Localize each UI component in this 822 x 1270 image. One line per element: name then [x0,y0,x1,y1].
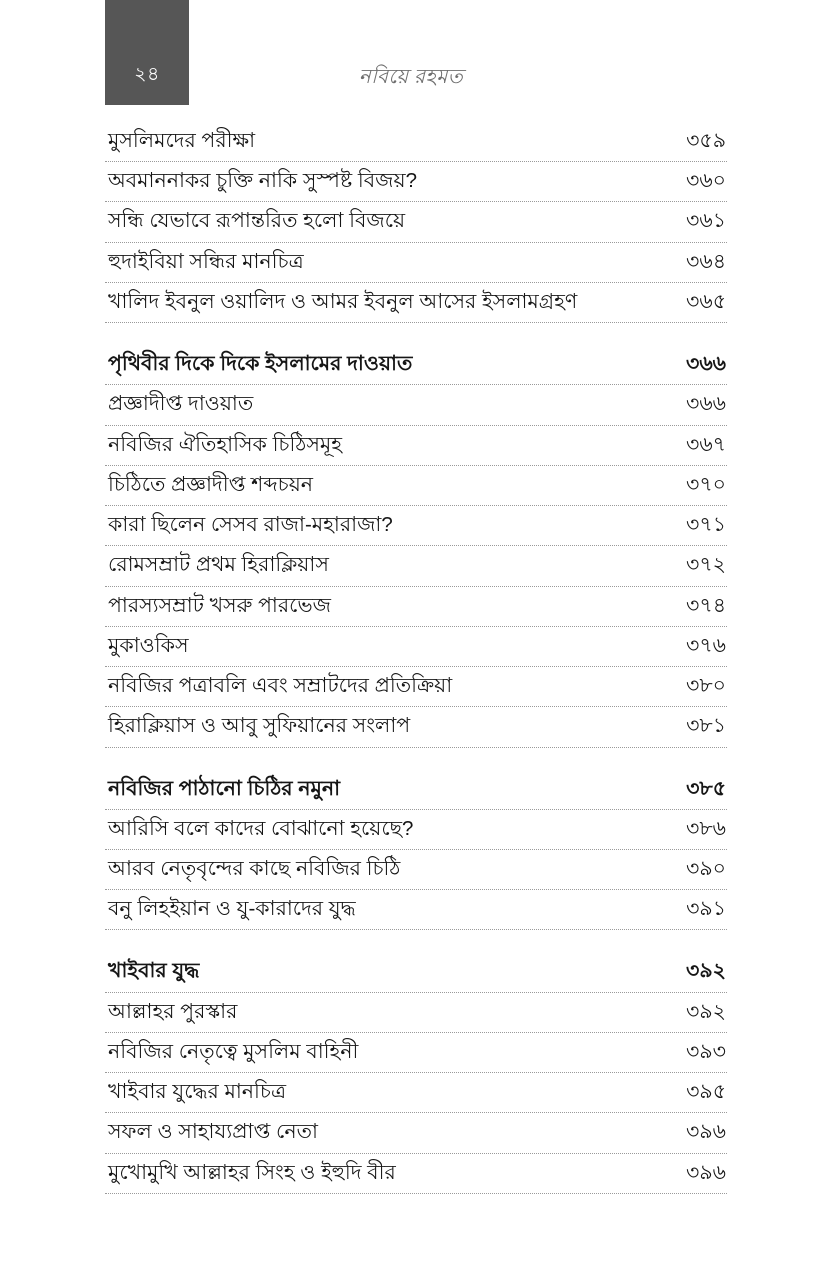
toc-entry-title: পৃথিবীর দিকে দিকে ইসলামের দাওয়াত [108,352,413,376]
toc-entry-page-number: ৩৬৫ [686,289,726,313]
toc-entry-row[interactable] [105,810,727,850]
toc-entry-page-number: ৩৯৩ [686,1039,726,1063]
toc-entry-title: খালিদ ইবনুল ওয়ালিদ ও আমর ইবনুল আসের ইসলামগ্রহণ [108,289,578,313]
toc-entry-title: প্রজ্ঞাদীপ্ত দাওয়াত [108,392,254,416]
toc-entry-title: রোমসম্রাট প্রথম হিরাক্লিয়াস [108,553,329,577]
toc-entry-row[interactable] [105,283,727,323]
toc-entry-page-number: ৩৭০ [686,472,726,496]
toc-entry-row[interactable] [105,993,727,1033]
toc-entry-page-number: ৩৯২ [686,959,726,983]
toc-entry-title: খাইবার যুদ্ধ [108,959,200,983]
toc-entry-title: খাইবার যুদ্ধের মানচিত্র [108,1080,287,1104]
toc-entry-page-number: ৩৯৬ [686,1160,726,1184]
toc-entry-page-number: ৩৮৫ [686,776,726,800]
toc-section-row[interactable] [105,770,727,810]
toc-entry-row[interactable] [105,627,727,667]
toc-entry-page-number: ৩৬৭ [686,432,726,456]
toc-entry-page-number: ৩৬৬ [686,392,726,416]
toc-entry-page-number: ৩৯৬ [686,1120,726,1144]
toc-entry-title: মুকাওকিস [108,633,189,657]
toc-entry-title: সন্ধি যেভাবে রূপান্তরিত হলো বিজয়ে [108,209,406,233]
toc-entry-title: মুখোমুখি আল্লাহর সিংহ ও ইহুদি বীর [108,1160,396,1184]
toc-entry-page-number: ৩৭৬ [686,633,726,657]
toc-entry-page-number: ৩৮৬ [686,816,726,840]
toc-entry-row[interactable] [105,162,727,202]
toc-entry-title: হুদাইবিয়া সন্ধির মানচিত্র [108,249,304,273]
toc-entry-row[interactable] [105,243,727,283]
book-title: নবিয়ে রহমত [358,66,464,88]
toc-entry-title: পারস্যসম্রাট খসরু পারভেজ [108,593,332,617]
toc-entry-title: সফল ও সাহায্যপ্রাপ্ত নেতা [108,1120,318,1144]
toc-entry-title: কারা ছিলেন সেসব রাজা-মহারাজা? [108,513,393,537]
toc-entry-page-number: ৩৬০ [686,169,726,193]
toc-entry-title: মুসলিমদের পরীক্ষা [108,129,256,152]
toc-entry-title: আরিসি বলে কাদের বোঝানো হয়েছে? [108,816,414,840]
toc-entry-row[interactable] [105,202,727,242]
toc-entry-row[interactable] [105,1154,727,1194]
toc-entry-title: চিঠিতে প্রজ্ঞাদীপ্ত শব্দচয়ন [108,472,314,496]
toc-entry-title: অবমাননাকর চুক্তি নাকি সুস্পষ্ট বিজয়? [108,169,417,193]
toc-entry-row[interactable] [105,587,727,627]
toc-entry-row[interactable] [105,122,727,162]
toc-entry-page-number: ৩৯২ [686,999,726,1023]
toc-section-row[interactable] [105,345,727,385]
toc-entry-title: নবিজির ঐতিহাসিক চিঠিসমূহ [108,432,343,456]
page-running-head [0,0,822,105]
toc-entry-row[interactable] [105,1033,727,1073]
toc-entry-page-number: ৩৭১ [686,513,726,537]
toc-entry-row[interactable] [105,385,727,425]
toc-entry-row[interactable] [105,667,727,707]
toc-entry-title: বনু লিহইয়ান ও যু-কারাদের যুদ্ধ [108,897,356,921]
toc-entry-page-number: ৩৭৪ [686,593,726,617]
toc-entry-row[interactable] [105,546,727,586]
toc-entry-page-number: ৩৬৬ [686,352,726,376]
toc-entry-row[interactable] [105,466,727,506]
toc-entry-page-number: ৩৬১ [686,209,726,233]
toc-entry-title: নবিজির পাঠানো চিঠির নমুনা [108,776,341,800]
toc-entry-row[interactable] [105,890,727,930]
toc-entry-title: হিরাক্লিয়াস ও আবু সুফিয়ানের সংলাপ [108,714,411,738]
toc-entry-row[interactable] [105,850,727,890]
toc-entry-page-number: ৩৮০ [686,674,726,698]
toc-entry-row[interactable] [105,506,727,546]
table-of-contents [105,122,727,1194]
toc-entry-row[interactable] [105,707,727,747]
toc-entry-row[interactable] [105,426,727,466]
toc-entry-page-number: ৩৭২ [686,553,726,577]
toc-entry-page-number: ৩৯০ [686,856,726,880]
toc-entry-page-number: ৩৮১ [686,714,726,738]
toc-section-row[interactable] [105,952,727,992]
toc-entry-title: আল্লাহর পুরস্কার [108,999,238,1023]
toc-entry-title: আরব নেতৃবৃন্দের কাছে নবিজির চিঠি [108,856,401,880]
toc-entry-page-number: ৩৫৯ [686,129,726,152]
toc-entry-page-number: ৩৯৫ [686,1080,726,1104]
page-number: ২৪ [134,64,160,85]
toc-entry-row[interactable] [105,1113,727,1153]
toc-entry-page-number: ৩৯১ [686,897,726,921]
toc-entry-title: নবিজির নেতৃত্বে মুসলিম বাহিনী [108,1039,359,1063]
toc-entry-page-number: ৩৬৪ [686,249,726,273]
toc-entry-row[interactable] [105,1073,727,1113]
toc-entry-title: নবিজির পত্রাবলি এবং সম্রাটদের প্রতিক্রিয়া [108,674,453,698]
